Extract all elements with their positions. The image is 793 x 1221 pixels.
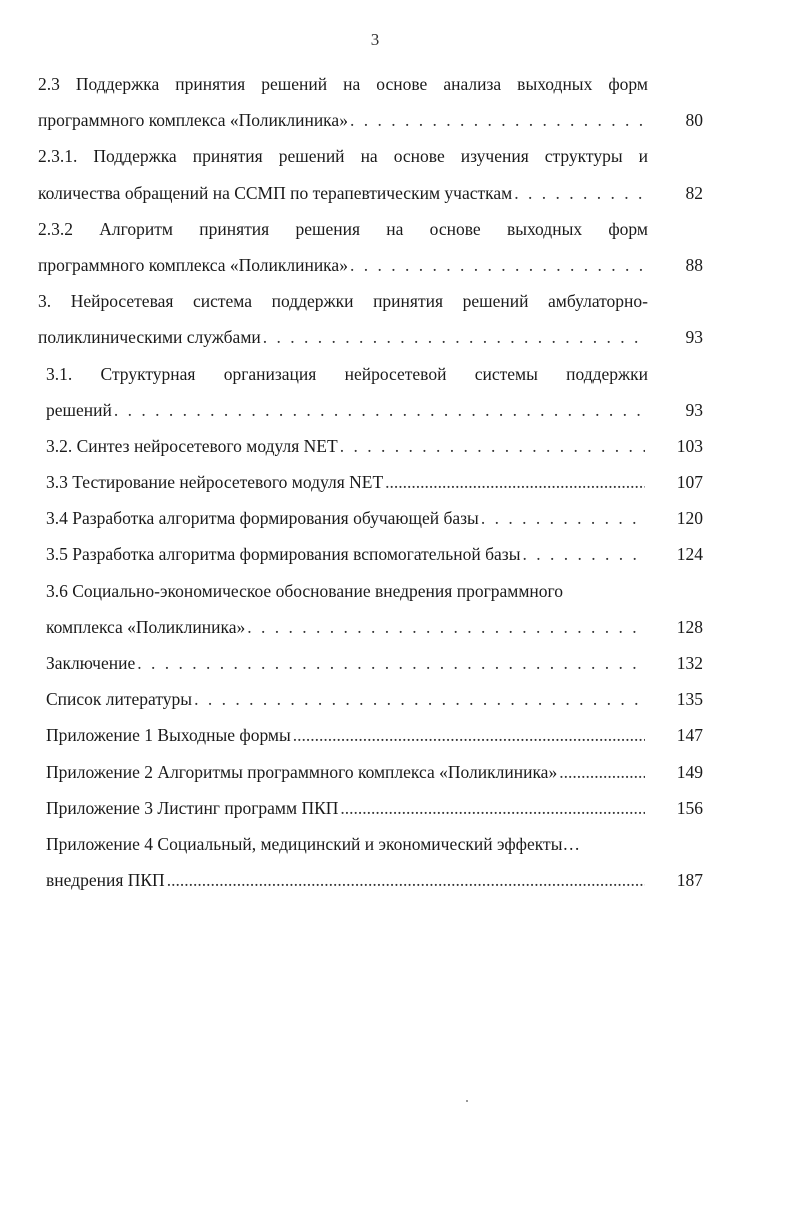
dot-leader bbox=[340, 428, 645, 464]
toc-entry-title-line: внедрения ПКП bbox=[46, 870, 165, 891]
toc-entry-page: 135 bbox=[676, 689, 703, 710]
toc-entry-page: 80 bbox=[685, 110, 703, 131]
toc-entry[interactable] bbox=[38, 428, 703, 464]
toc-entry[interactable] bbox=[38, 464, 703, 500]
toc-entry-page: 147 bbox=[676, 725, 703, 746]
dot-leader bbox=[559, 754, 645, 790]
dot-leader bbox=[350, 247, 645, 283]
toc-entry-title-line: Приложение 3 Листинг программ ПКП bbox=[46, 797, 339, 818]
toc-entry-title-line: Приложение 2 Алгоритмы программного комплекса «Поликлиника» bbox=[46, 761, 558, 782]
toc-entry[interactable] bbox=[38, 356, 703, 428]
dot-leader bbox=[263, 319, 645, 355]
dot-leader bbox=[481, 500, 645, 536]
toc-entry-title-line: 3.1. Структурная организация нейросетевой системы поддержки bbox=[46, 363, 648, 384]
toc-entry-title-line: программного комплекса «Поликлиника» bbox=[38, 110, 348, 131]
toc-entry-page: 103 bbox=[676, 435, 703, 456]
toc-entry-title-line: решений bbox=[46, 399, 112, 420]
toc-entry-title-line: Приложение 1 Выходные формы bbox=[46, 725, 291, 746]
toc-entry-page: 93 bbox=[685, 327, 703, 348]
toc-entry-title-line: 3.4 Разработка алгоритма формирования обучающей базы bbox=[46, 508, 479, 529]
toc-entry[interactable] bbox=[38, 66, 703, 138]
toc-entry[interactable] bbox=[38, 573, 703, 645]
toc-entry-title-line: 2.3 Поддержка принятия решений на основе анализа выходных форм bbox=[38, 74, 648, 94]
toc-entry-title-line: 3.2. Синтез нейросетевого модуля NET bbox=[46, 435, 338, 456]
toc-entry-title-line: поликлиническими службами bbox=[38, 327, 261, 348]
dot-leader bbox=[293, 717, 645, 753]
toc-entry-title-line: Приложение 4 Социальный, медицинский и экономический эффекты… bbox=[46, 833, 580, 854]
toc-entry-title-line: 3.3 Тестирование нейросетевого модуля NET bbox=[46, 472, 384, 493]
page-number: 3 bbox=[370, 30, 380, 49]
toc-entry-title-line: количества обращений на ССМП по терапевтическим участкам bbox=[38, 182, 513, 203]
toc-entry[interactable] bbox=[38, 790, 703, 826]
toc-entry-page: 132 bbox=[676, 653, 703, 673]
toc-entry[interactable] bbox=[38, 138, 703, 210]
toc-entry-page: 107 bbox=[676, 472, 703, 493]
toc-entry-title-line: Заключение bbox=[46, 653, 136, 673]
toc-entry[interactable] bbox=[38, 754, 703, 790]
toc-entry[interactable] bbox=[38, 645, 703, 681]
toc-entry-title-line: 2.3.2 Алгоритм принятия решения на основе выходных форм bbox=[38, 218, 648, 239]
dot-leader bbox=[350, 102, 645, 138]
toc-entry[interactable] bbox=[38, 681, 703, 717]
toc-entry-page: 120 bbox=[676, 508, 703, 529]
toc-entry-title-line: 3.6 Социально-экономическое обоснование внедрения программного bbox=[46, 580, 564, 601]
toc-entry-page: 156 bbox=[676, 797, 703, 818]
toc-entry-title-line: комплекса «Поликлиника» bbox=[46, 616, 246, 637]
dot-leader bbox=[340, 790, 645, 826]
table-of-contents bbox=[38, 66, 703, 898]
toc-entry-page: 128 bbox=[676, 616, 703, 637]
dot-leader bbox=[114, 392, 645, 428]
toc-entry[interactable] bbox=[38, 826, 703, 898]
dot-leader bbox=[167, 862, 645, 898]
scan-speck bbox=[466, 1100, 468, 1102]
toc-entry[interactable] bbox=[38, 211, 703, 283]
toc-entry-page: 124 bbox=[676, 544, 703, 565]
dot-leader bbox=[514, 175, 645, 211]
dot-leader bbox=[247, 609, 645, 645]
toc-entry-page: 88 bbox=[685, 254, 703, 275]
dot-leader bbox=[385, 464, 645, 500]
toc-entry-page: 82 bbox=[685, 182, 703, 203]
toc-entry-title-line: программного комплекса «Поликлиника» bbox=[38, 254, 348, 275]
toc-entry-title-line: 3. Нейросетевая система поддержки принятия решений амбулаторно- bbox=[38, 291, 648, 312]
dot-leader bbox=[137, 645, 645, 681]
toc-entry[interactable] bbox=[38, 283, 703, 355]
toc-entry-page: 93 bbox=[685, 399, 703, 420]
toc-entry-page: 187 bbox=[676, 870, 703, 891]
toc-entry[interactable] bbox=[38, 536, 703, 572]
dot-leader bbox=[194, 681, 645, 717]
dot-leader bbox=[522, 536, 645, 572]
toc-entry[interactable] bbox=[38, 717, 703, 753]
toc-entry[interactable] bbox=[38, 500, 703, 536]
toc-entry-title-line: 3.5 Разработка алгоритма формирования вспомогательной базы bbox=[46, 544, 521, 565]
toc-entry-page: 149 bbox=[676, 761, 703, 782]
toc-entry-title-line: Список литературы bbox=[46, 689, 193, 710]
toc-entry-title-line: 2.3.1. Поддержка принятия решений на основе изучения структуры и bbox=[38, 146, 648, 167]
